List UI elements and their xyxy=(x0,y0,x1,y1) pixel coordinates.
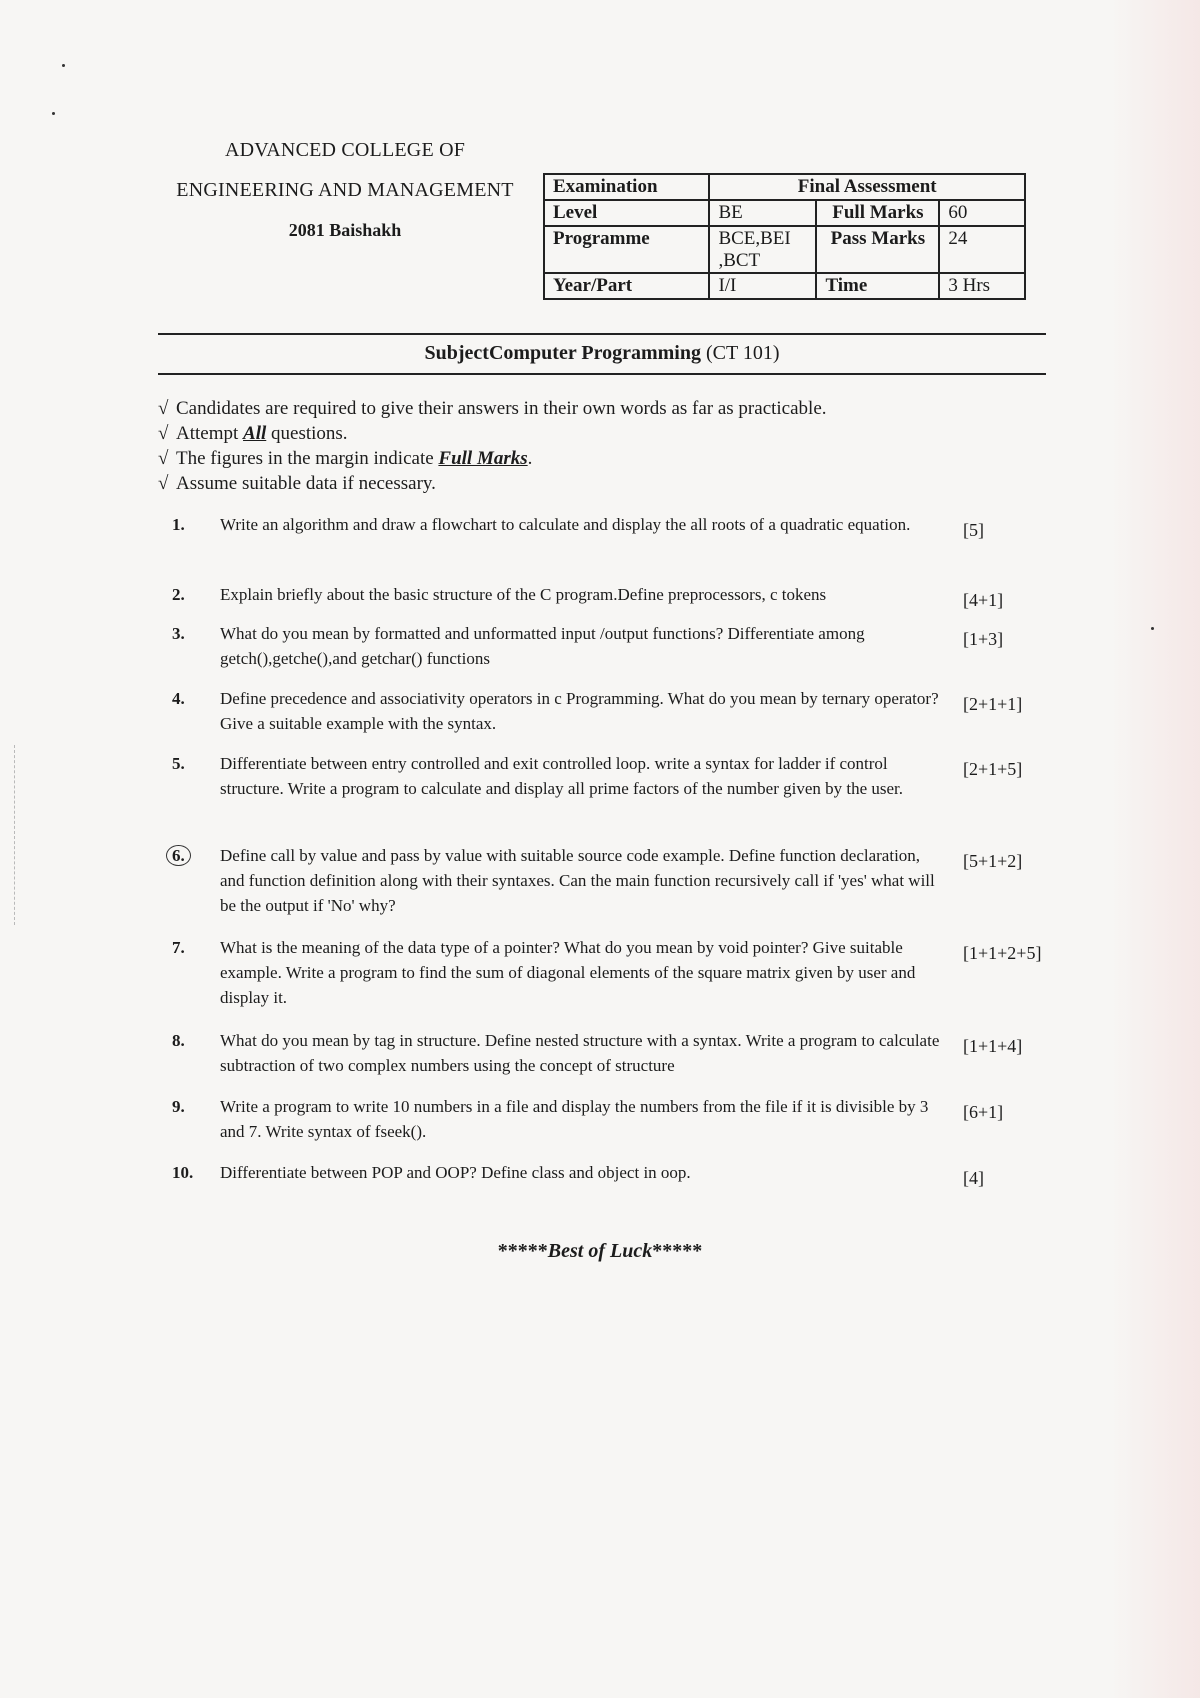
examination-label: Examination xyxy=(544,174,709,200)
question-marks: [1+1+4] xyxy=(963,1036,1023,1056)
question-number: 7. xyxy=(172,938,185,957)
instruction-item xyxy=(158,396,827,421)
year-part-label: Year/Part xyxy=(544,273,709,299)
question-marks: [1+1+2+5] xyxy=(963,943,1042,963)
question-text: Define call by value and pass by value with suitable source code example. Define function declaration, and function definition along with their syntaxes. Can the main function recursively call if 'yes' what will be the output if 'No' why? xyxy=(220,846,935,915)
best-of-luck-text: Best of Luck xyxy=(547,1240,653,1262)
instruction-text: . xyxy=(527,448,533,469)
instruction-item xyxy=(158,421,827,446)
college-name-line2: ENGINEERING AND MANAGEMENT xyxy=(176,179,514,201)
question-marks: [2+1+5] xyxy=(963,759,1023,779)
question-marks: [5+1+2] xyxy=(963,851,1023,871)
exam-session: 2081 Baishakh xyxy=(288,220,402,240)
question-number: 5. xyxy=(172,754,185,773)
question-marks: [5] xyxy=(963,520,984,540)
instruction-text: Assume suitable data if necessary. xyxy=(176,473,436,494)
full-marks-label: Full Marks xyxy=(816,200,939,226)
question-marks: [2+1+1] xyxy=(963,694,1023,714)
college-name-line1: ADVANCED COLLEGE OF xyxy=(224,139,466,161)
question-marks: [6+1] xyxy=(963,1102,1004,1122)
question-number: 1. xyxy=(172,515,185,534)
college-heading xyxy=(160,140,530,241)
question-number: 9. xyxy=(172,1097,185,1116)
question-text: Differentiate between entry controlled and exit controlled loop. write a syntax for ladder if control structure. Write a program to calculate and display all prime factors of the number given by the user. xyxy=(220,754,904,798)
table-row xyxy=(544,200,1025,226)
question-marks: [1+3] xyxy=(963,629,1004,649)
instruction-item xyxy=(158,446,827,471)
check-icon: √ xyxy=(158,448,169,469)
pass-marks-label: Pass Marks xyxy=(816,226,939,274)
table-row xyxy=(544,174,1025,200)
scan-edge-tint xyxy=(1110,0,1200,1698)
instructions xyxy=(158,396,827,496)
subject-code: (CT 101) xyxy=(705,342,780,364)
instruction-item xyxy=(158,471,827,496)
pass-marks-value: 24 xyxy=(939,226,1025,274)
question-text: Define precedence and associativity operators in c Programming. What do you mean by ternary operator? Give a suitable example with the syntax. xyxy=(220,689,939,733)
question-number: 10. xyxy=(172,1163,194,1182)
question-number-circled: 6. xyxy=(166,845,191,866)
question-text: Write an algorithm and draw a flowchart to calculate and display the all roots of a quadratic equation. xyxy=(220,515,911,534)
divider-bottom xyxy=(158,373,1046,375)
instruction-text: Candidates are required to give their answers in their own words as far as practicable. xyxy=(176,398,827,419)
level-value: BE xyxy=(709,200,816,226)
question-marks: [4+1] xyxy=(963,590,1004,610)
programme-value-line2: ,BCT xyxy=(718,249,761,271)
subject-label: SubjectComputer Programming xyxy=(424,342,701,364)
question-text: Explain briefly about the basic structure of the C program.Define preprocessors, c tokens xyxy=(220,585,827,604)
check-icon: √ xyxy=(158,473,169,494)
question-marks: [4] xyxy=(963,1168,984,1188)
divider-top xyxy=(158,333,1046,335)
best-of-luck-footer xyxy=(0,1240,1200,1263)
instruction-text: questions. xyxy=(266,423,348,444)
subject-title xyxy=(158,342,1046,365)
check-icon: √ xyxy=(158,398,169,419)
question-number: 4. xyxy=(172,689,185,708)
scan-speck xyxy=(52,112,55,115)
question-number: 2. xyxy=(172,585,185,604)
question-number: 3. xyxy=(172,624,185,643)
year-part-value: I/I xyxy=(709,273,816,299)
question-text: Differentiate between POP and OOP? Define class and object in oop. xyxy=(220,1163,691,1182)
instruction-emphasis: All xyxy=(243,423,267,444)
instruction-text: Attempt xyxy=(176,423,244,444)
full-marks-value: 60 xyxy=(939,200,1025,226)
programme-value xyxy=(709,226,816,274)
question-text: What is the meaning of the data type of a pointer? What do you mean by void pointer? Give suitable example. Write a program to find the sum of diagonal elements of the square matrix given by user and display it. xyxy=(220,938,916,1007)
programme-value-line1: BCE,BEI xyxy=(718,227,791,249)
question-text: What do you mean by formatted and unformatted input /output functions? Differentiate among getch(),getche(),and getchar() functions xyxy=(220,624,865,668)
table-row xyxy=(544,273,1025,299)
level-label: Level xyxy=(544,200,709,226)
scan-speck xyxy=(1151,627,1154,630)
question-text: What do you mean by tag in structure. Define nested structure with a syntax. Write a program to calculate subtraction of two complex numbers using the concept of structure xyxy=(220,1031,940,1075)
stars-left: ***** xyxy=(497,1240,548,1262)
time-value: 3 Hrs xyxy=(939,273,1025,299)
question-number: 8. xyxy=(172,1031,185,1050)
scan-margin-line xyxy=(14,745,16,925)
stars-right: ***** xyxy=(652,1240,703,1262)
question-number xyxy=(172,843,191,868)
instruction-emphasis: Full Marks xyxy=(438,448,528,469)
exam-info-table xyxy=(543,173,1026,300)
question-text: Write a program to write 10 numbers in a file and display the numbers from the file if it is divisible by 3 and 7. Write syntax of fseek(). xyxy=(220,1097,929,1141)
time-label: Time xyxy=(816,273,939,299)
instruction-text: The figures in the margin indicate xyxy=(176,448,439,469)
scan-speck xyxy=(62,64,65,67)
table-row xyxy=(544,226,1025,274)
programme-label: Programme xyxy=(544,226,709,274)
examination-value: Final Assessment xyxy=(709,174,1025,200)
check-icon: √ xyxy=(158,423,169,444)
